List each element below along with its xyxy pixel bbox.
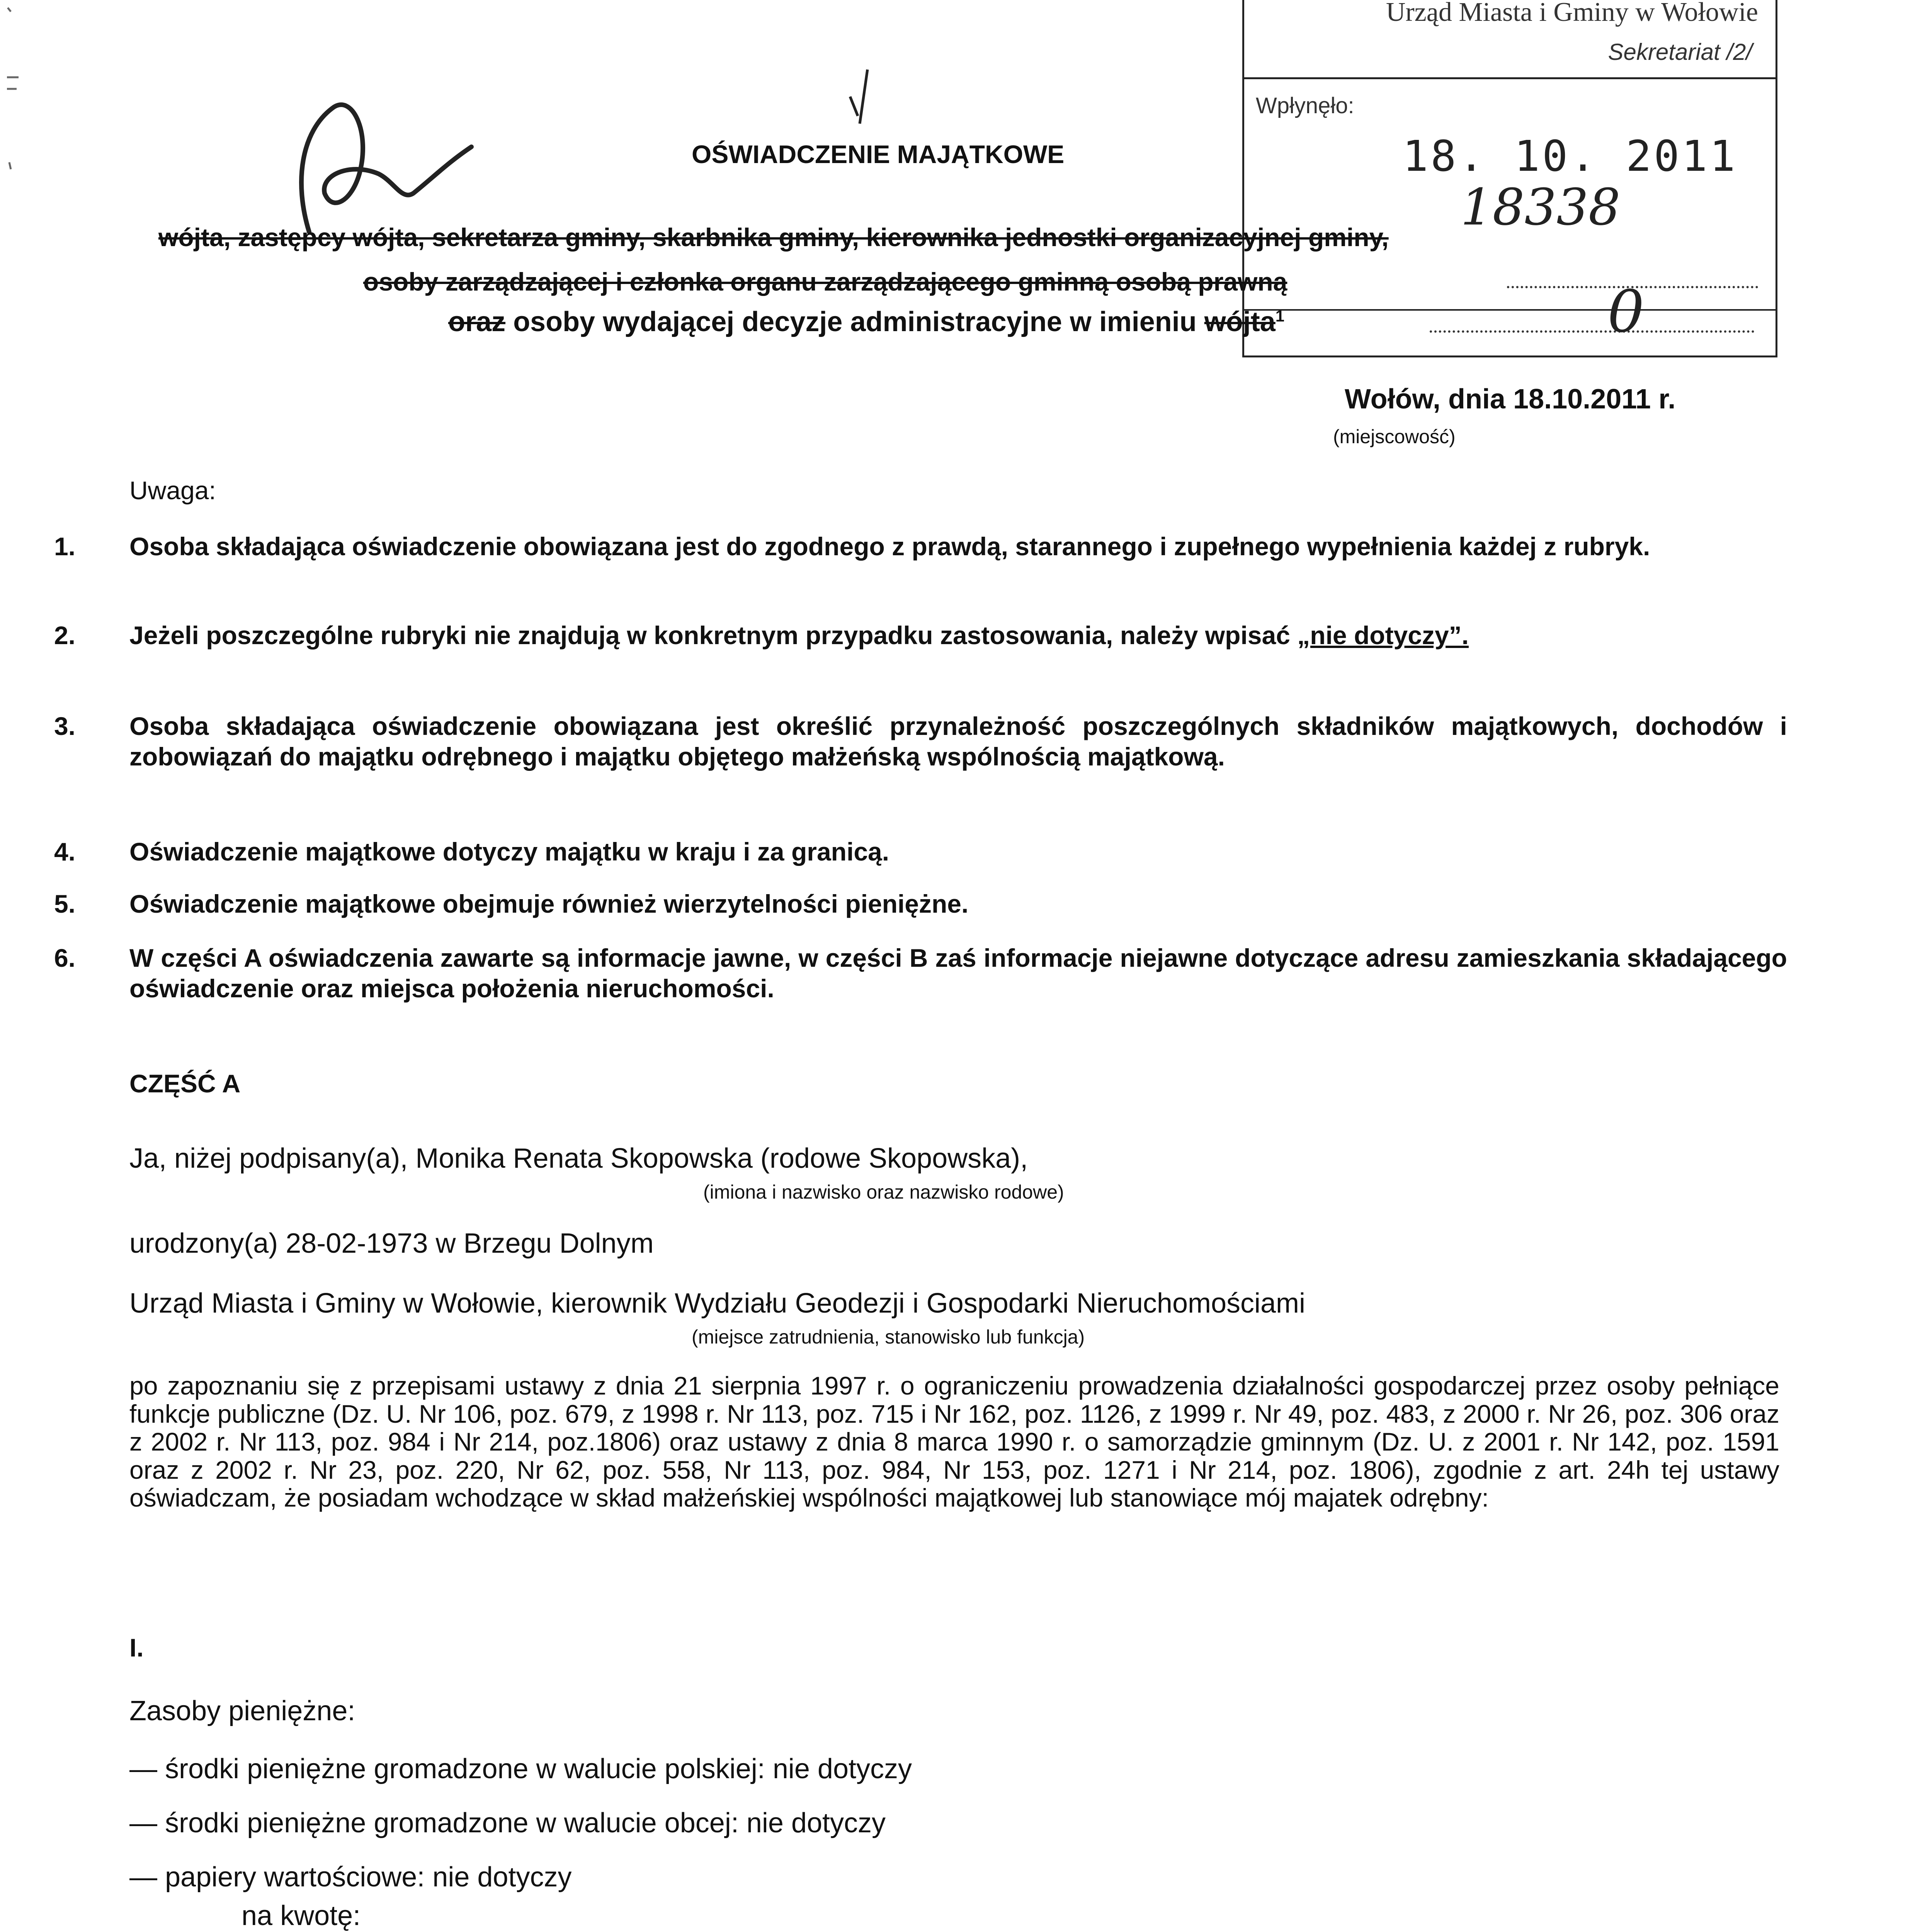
header-struck-line-1: wójta, zastępcy wójta, sekretarza gminy, skarbnika gminy, kierownika jednostki organizacyjnej gminy, bbox=[158, 223, 1389, 252]
note-quote: „nie dotyczy”. bbox=[1297, 621, 1469, 650]
stamp-office: Urząd Miasta i Gminy w Wołowie bbox=[1386, 0, 1758, 27]
section-1-item-3: — papiery wartościowe: nie dotyczy bbox=[129, 1862, 572, 1893]
notes-title: Uwaga: bbox=[129, 476, 216, 505]
place-date: Wołów, dnia 18.10.2011 r. bbox=[1345, 384, 1676, 415]
registration-stamp bbox=[1242, 0, 1777, 357]
stamp-extra-mark: 0 bbox=[1607, 278, 1645, 345]
section-1-title: Zasoby pieniężne: bbox=[129, 1696, 355, 1726]
dotted-fill-2 bbox=[1430, 330, 1754, 333]
struck-oraz: oraz bbox=[448, 306, 506, 337]
scan-marks bbox=[0, 0, 31, 193]
section-1-item-1: — środki pieniężne gromadzone w walucie polskiej: nie dotyczy bbox=[129, 1753, 912, 1784]
note-1 bbox=[54, 531, 1787, 562]
declarant-caption: (imiona i nazwisko oraz nazwisko rodowe) bbox=[703, 1181, 1064, 1203]
section-1-roman: I. bbox=[129, 1633, 144, 1662]
employment-line: Urząd Miasta i Gminy w Wołowie, kierownik Wydziału Geodezji i Gospodarki Nieruchomościami bbox=[129, 1288, 1306, 1319]
note-number: 1. bbox=[54, 532, 76, 561]
check-mark bbox=[846, 66, 881, 131]
note-2 bbox=[54, 620, 1787, 651]
stamp-received-date: 18. 10. 2011 bbox=[1403, 131, 1738, 181]
note-4 bbox=[54, 837, 1787, 867]
note-text: Osoba składająca oświadczenie obowiązana jest określić przynależność poszczególnych składników majątkowych, dochodów i zobowiązań do majątku odrębnego i majątku objętego małżeńską wspólnością majątkową. bbox=[129, 712, 1787, 771]
header-line-3-text: osoby wydającej decyzje administracyjne w imieniu bbox=[513, 306, 1197, 337]
note-text: Osoba składająca oświadczenie obowiązana jest do zgodnego z prawdą, starannego i zupełnego wypełnienia każdej z rubryk. bbox=[129, 532, 1650, 561]
note-text: W części A oświadczenia zawarte są informacje jawne, w części B zaś informacje niejawne dotyczące adresu zamieszkania składającego oświadczenie oraz miejsca położenia nieruchomości. bbox=[129, 944, 1787, 1003]
stamp-registry-number: 18338 bbox=[1461, 178, 1621, 236]
declarant-line: Ja, niżej podpisany(a), Monika Renata Skopowska (rodowe Skopowska), bbox=[129, 1143, 1028, 1174]
document-title: OŚWIADCZENIE MAJĄTKOWE bbox=[692, 140, 1065, 168]
note-number: 6. bbox=[54, 944, 76, 972]
note-text: Jeżeli poszczególne rubryki nie znajdują w konkretnym przypadku zastosowania, należy wpisać bbox=[129, 621, 1290, 650]
note-text: Oświadczenie majątkowe dotyczy majątku w kraju i za granicą. bbox=[129, 837, 889, 866]
born-line: urodzony(a) 28-02-1973 w Brzegu Dolnym bbox=[129, 1228, 654, 1259]
note-3 bbox=[54, 711, 1787, 772]
note-6 bbox=[54, 943, 1787, 1004]
place-caption: (miejscowość) bbox=[1333, 426, 1456, 447]
part-a-heading: CZĘŚĆ A bbox=[129, 1069, 241, 1098]
section-1-amount: na kwotę: bbox=[242, 1900, 361, 1931]
stamp-received-label: Wpłynęło: bbox=[1256, 93, 1354, 118]
header-line-3 bbox=[448, 305, 1284, 338]
struck-wojta: wójta bbox=[1204, 306, 1276, 337]
note-number: 3. bbox=[54, 712, 76, 740]
employment-caption: (miejsce zatrudnienia, stanowisko lub funkcja) bbox=[692, 1326, 1085, 1348]
note-text: Oświadczenie majątkowe obejmuje również wierzytelności pieniężne. bbox=[129, 889, 969, 918]
note-number: 4. bbox=[54, 837, 76, 866]
legal-text: po zapoznaniu się z przepisami ustawy z dnia 21 sierpnia 1997 r. o ograniczeniu prowadzenia działalności gospodarczej przez osoby pełniące funkcje publiczne (Dz. U. Nr 106, poz. 679, z 1998 r. Nr 113, poz. 715 i Nr 162, poz. 1126, z 1999 r. Nr 49, poz. 483, z 2000 r. Nr 26, poz. 306 oraz z 2002 r. Nr 113, poz. 984 i Nr 214, poz.1806) oraz ustawy z dnia 8 marca 1990 r. o samorządzie gminnym (Dz. U. z 2001 r. Nr 142, poz. 1591 oraz z 2002 r. Nr 23, poz. 220, Nr 62, poz. 558, Nr 113, poz. 984, Nr 153, poz. 1271 i Nr 214, poz. 1806), zgodnie z art. 24h tej ustawy oświadczam, że posiadam wchodzące w skład małżeńskiej wspólności majątkowej lub stanowiące mój majatek odrębny: bbox=[129, 1371, 1779, 1512]
header-struck-line-2: osoby zarządzającej i członka organu zarządzającego gminną osobą prawną bbox=[363, 267, 1287, 296]
footnote-marker: 1 bbox=[1275, 307, 1285, 325]
note-5 bbox=[54, 889, 1787, 919]
note-number: 2. bbox=[54, 621, 76, 650]
section-1-item-2: — środki pieniężne gromadzone w walucie obcej: nie dotyczy bbox=[129, 1808, 886, 1838]
note-number: 5. bbox=[54, 889, 76, 918]
stamp-secretariat: Sekretariat /2/ bbox=[1608, 39, 1752, 65]
stamp-divider bbox=[1244, 309, 1776, 311]
